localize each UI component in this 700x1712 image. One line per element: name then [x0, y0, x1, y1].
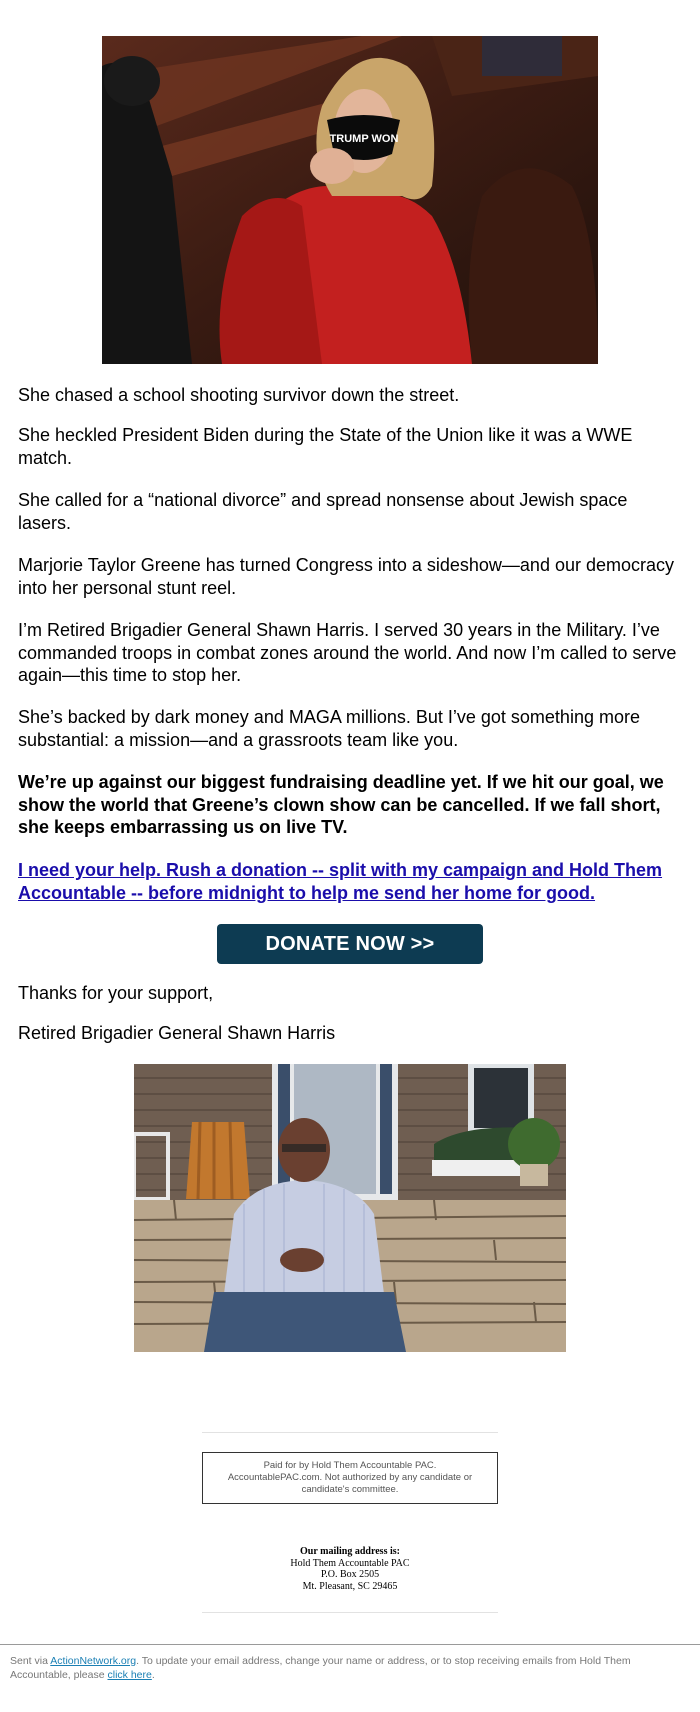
mask-text: TRUMP WON [329, 133, 399, 145]
paragraph-text: I’m Retired Brigadier General Shawn Harris. I served 30 years in the Military. I’ve commanded troops in combat zones around the world. And now I’m called to serve again—this time to stop her. [18, 620, 677, 685]
mailing-address [202, 1546, 498, 1592]
email-footer [0, 1644, 700, 1682]
paragraph-2 [18, 424, 684, 469]
paragraph-5 [18, 619, 684, 687]
actionnetwork-link[interactable]: ActionNetwork.org [50, 1655, 137, 1667]
hero-photo [102, 36, 598, 364]
signature [18, 1022, 684, 1045]
paragraph-6 [18, 706, 684, 751]
paragraph-3 [18, 489, 684, 534]
donation-link[interactable]: I need your help. Rush a donation -- split with my campaign and Hold Them Accountable -- before midnight to help me send her home for good. [18, 860, 663, 903]
footer-prefix: Sent via [10, 1655, 51, 1667]
signature-text: Retired Brigadier General Shawn Harris [18, 1023, 336, 1043]
cta-paragraph [18, 859, 684, 904]
divider-top [202, 1432, 498, 1433]
paragraph-text: She heckled President Biden during the State of the Union like it was a WWE match. [18, 425, 633, 468]
disclaimer-text: Paid for by Hold Them Accountable PAC. AccountablePAC.com. Not authorized by any candidate or candidate's committee. [227, 1460, 473, 1495]
mailing-line: P.O. Box 2505 [320, 1569, 380, 1580]
donate-now-button[interactable]: DONATE NOW >> [217, 924, 483, 964]
footer-text [10, 1655, 690, 1682]
mailing-heading: Our mailing address is: [300, 1546, 400, 1557]
paragraph-text: She’s backed by dark money and MAGA millions. But I’ve got something more substantial: a mission—and a grassroots team like you. [18, 707, 640, 750]
divider-bottom [202, 1612, 498, 1613]
paragraph-text: Marjorie Taylor Greene has turned Congress into a sideshow—and our democracy into her personal stunt reel. [18, 555, 674, 598]
footer-suffix: . [151, 1668, 155, 1681]
footer-middle: . To update your email address, change your name or address, or to stop receiving emails from Hold Them Accountable, please [10, 1655, 631, 1681]
paragraph-text: She chased a school shooting survivor down the street. [18, 385, 460, 405]
unsubscribe-link[interactable]: click here [107, 1668, 152, 1681]
mailing-line: Mt. Pleasant, SC 29465 [302, 1580, 398, 1592]
paragraph-text: We’re up against our biggest fundraising deadline yet. If we hit our goal, we show the world that Greene’s clown show can be cancelled. If we fall short, she keeps embarrassing us on live TV. [18, 772, 664, 837]
paid-for-disclaimer [202, 1452, 498, 1504]
candidate-photo [134, 1064, 566, 1352]
paragraph-text: She called for a “national divorce” and spread nonsense about Jewish space lasers. [18, 490, 628, 533]
paragraph-1 [18, 384, 684, 407]
signoff [18, 982, 684, 1005]
deadline-paragraph [18, 771, 684, 839]
mailing-line: Hold Them Accountable PAC [290, 1557, 410, 1569]
signoff-text: Thanks for your support, [18, 983, 214, 1003]
paragraph-4 [18, 554, 684, 599]
